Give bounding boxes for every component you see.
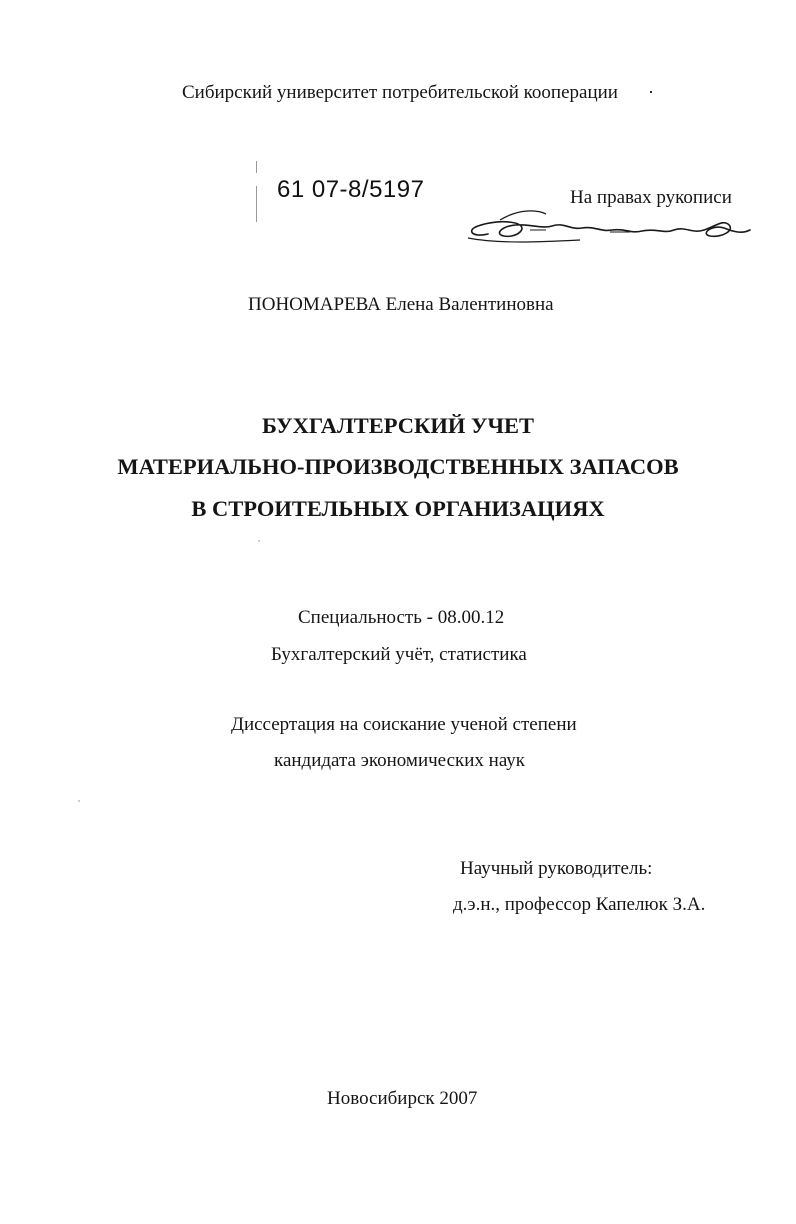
signature [460,200,760,252]
specialty-code: Специальность - 08.00.12 [298,607,505,628]
scan-speck [258,540,260,542]
author-name: ПОНОМАРЕВА Елена Валентиновна [248,294,554,315]
scan-speck [650,91,652,93]
scan-mark [256,161,257,173]
scan-speck [78,800,80,802]
dissertation-title-line-1: БУХГАЛТЕРСКИЙ УЧЕТ [262,413,534,438]
manuscript-rights-note: На правах рукописи [570,187,732,208]
supervisor-name: д.э.н., профессор Капелюк З.А. [453,894,706,915]
supervisor-label: Научный руководитель: [460,858,653,879]
degree-statement-line-2: кандидата экономических наук [274,750,526,771]
dissertation-title-line-3: В СТРОИТЕЛЬНЫХ ОРГАНИЗАЦИЯХ [191,496,605,521]
dissertation-title-line-2: МАТЕРИАЛЬНО-ПРОИЗВОДСТВЕННЫХ ЗАПАСОВ [117,454,679,479]
registration-number: 61 07-8/5197 [277,176,425,203]
scan-mark [256,186,257,222]
university-name: Сибирский университет потребительской кооперации [182,82,618,103]
degree-statement-line-1: Диссертация на соискание ученой степени [231,714,577,735]
city-and-year: Новосибирск 2007 [327,1088,478,1109]
specialty-name: Бухгалтерский учёт, статистика [271,644,527,665]
